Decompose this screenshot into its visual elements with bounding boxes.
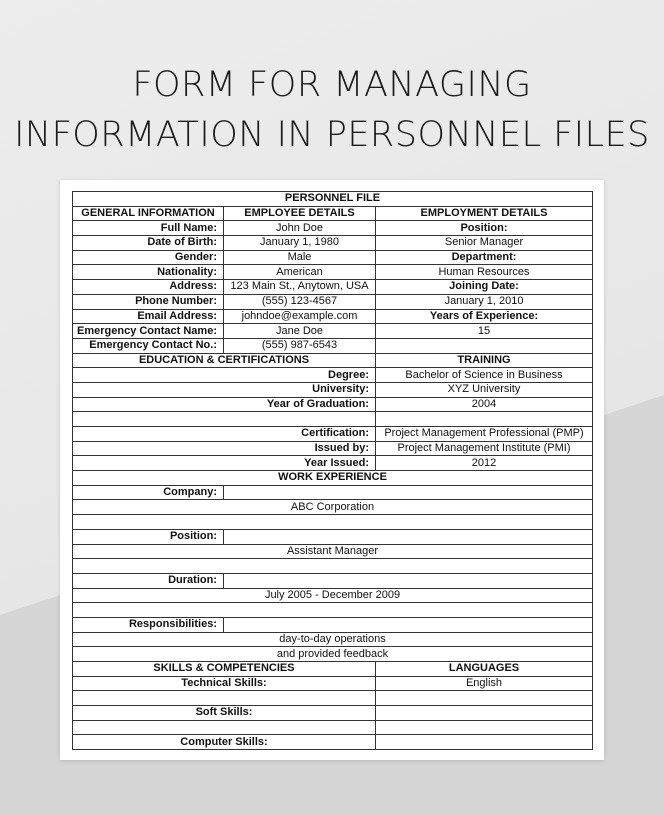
general-field-label: Date of Birth: [73,236,224,251]
general-info-row [73,221,593,236]
education-header: EDUCATION & CERTIFICATIONS [73,353,376,368]
work-field-label: Duration: [73,573,224,588]
employment-detail-cell[interactable] [376,338,593,353]
work-value-row [73,647,593,662]
employee-detail-value[interactable]: Male [224,250,376,265]
work-field-value-2[interactable] [73,603,593,618]
work-field-value[interactable]: Assistant Manager [73,544,593,559]
employee-detail-value[interactable]: January 1, 1980 [224,236,376,251]
employment-detail-cell: Department: [376,250,593,265]
work-field-label: Responsibilities: [73,617,224,632]
work-field-blank[interactable] [224,617,593,632]
education-header-row [73,353,593,368]
language-blank[interactable] [376,691,593,706]
education-field-label: University: [73,382,376,397]
work-header-row [73,471,593,486]
employee-detail-value[interactable]: 123 Main St., Anytown, USA [224,280,376,295]
general-info-row [73,250,593,265]
work-value-row [73,603,593,618]
employment-detail-cell[interactable]: 15 [376,324,593,339]
education-row [73,427,593,442]
work-field-value[interactable]: ABC Corporation [73,500,593,515]
work-field-value[interactable]: day-to-day operations [73,632,593,647]
work-field-value-2[interactable] [73,515,593,530]
employment-detail-cell[interactable]: Senior Manager [376,236,593,251]
page-title [0,60,664,160]
education-field-label: Year Issued: [73,456,376,471]
education-field-label: Certification: [73,427,376,442]
form-header: PERSONNEL FILE [73,192,593,207]
column-header-employment: EMPLOYMENT DETAILS [376,206,593,221]
work-label-row [73,617,593,632]
work-field-label: Company: [73,485,224,500]
skill-field-label: Soft Skills: [73,706,376,721]
skills-header-row [73,662,593,677]
column-header-row [73,206,593,221]
page-title-line-1: FORM FOR MANAGING [132,65,532,105]
work-value-row [73,515,593,530]
education-field-value[interactable]: 2012 [376,456,593,471]
general-info-row [73,265,593,280]
form-header-row [73,192,593,207]
column-header-employee: EMPLOYEE DETAILS [224,206,376,221]
form-body [73,192,593,750]
work-field-value-2[interactable] [73,559,593,574]
general-info-row [73,324,593,339]
work-field-blank[interactable] [224,573,593,588]
general-field-label: Email Address: [73,309,224,324]
language-value[interactable] [376,735,593,750]
employee-detail-value[interactable]: (555) 987-6543 [224,338,376,353]
general-info-row [73,309,593,324]
page-title-line-2: INFORMATION IN PERSONNEL FILES [14,115,650,155]
work-label-row [73,573,593,588]
education-field-value[interactable]: XYZ University [376,382,593,397]
skills-header: SKILLS & COMPETENCIES [73,662,376,677]
employment-detail-cell: Position: [376,221,593,236]
education-row [73,441,593,456]
employee-detail-value[interactable]: Jane Doe [224,324,376,339]
skill-field-label: Computer Skills: [73,735,376,750]
general-field-label: Full Name: [73,221,224,236]
general-field-label: Gender: [73,250,224,265]
skills-row [73,676,593,691]
work-field-value-2[interactable]: and provided feedback [73,647,593,662]
education-field-label: Degree: [73,368,376,383]
education-row [73,397,593,412]
employee-detail-value[interactable]: johndoe@example.com [224,309,376,324]
education-row [73,382,593,397]
work-label-row [73,529,593,544]
personnel-form-table [72,191,593,750]
education-field-label: Issued by: [73,441,376,456]
general-field-label: Emergency Contact Name: [73,324,224,339]
general-field-label: Nationality: [73,265,224,280]
education-row [73,456,593,471]
education-field-value[interactable]: Bachelor of Science in Business [376,368,593,383]
general-field-label: Address: [73,280,224,295]
work-experience-header: WORK EXPERIENCE [73,471,593,486]
form-sheet [60,180,604,760]
education-field-value[interactable]: Project Management Institute (PMI) [376,441,593,456]
education-field-label [73,412,376,427]
skill-field-label: Technical Skills: [73,676,376,691]
work-field-label: Position: [73,529,224,544]
general-field-label: Emergency Contact No.: [73,338,224,353]
education-row [73,412,593,427]
work-value-row [73,632,593,647]
education-field-value[interactable]: Project Management Professional (PMP) [376,427,593,442]
employment-detail-cell[interactable]: January 1, 2010 [376,294,593,309]
employee-detail-value[interactable]: John Doe [224,221,376,236]
language-value[interactable]: English [376,676,593,691]
work-field-blank[interactable] [224,529,593,544]
work-value-row [73,544,593,559]
language-value[interactable] [376,706,593,721]
general-info-row [73,236,593,251]
employee-detail-value[interactable]: American [224,265,376,280]
work-field-blank[interactable] [224,485,593,500]
general-field-label: Phone Number: [73,294,224,309]
work-value-row [73,500,593,515]
work-value-row [73,588,593,603]
languages-header: LANGUAGES [376,662,593,677]
education-field-value[interactable] [376,412,593,427]
training-header: TRAINING [376,353,593,368]
education-field-label: Year of Graduation: [73,397,376,412]
skills-blank-row [73,691,593,706]
skill-field-blank[interactable] [73,691,376,706]
skills-blank-row [73,720,593,735]
column-header-general: GENERAL INFORMATION [73,206,224,221]
work-label-row [73,485,593,500]
employment-detail-cell: Joining Date: [376,280,593,295]
skills-row [73,735,593,750]
employment-detail-cell: Years of Experience: [376,309,593,324]
skill-field-blank[interactable] [73,720,376,735]
work-field-value[interactable]: July 2005 - December 2009 [73,588,593,603]
general-info-row [73,280,593,295]
general-info-row [73,338,593,353]
education-field-value[interactable]: 2004 [376,397,593,412]
employee-detail-value[interactable]: (555) 123-4567 [224,294,376,309]
education-row [73,368,593,383]
work-value-row [73,559,593,574]
skills-row [73,706,593,721]
employment-detail-cell[interactable]: Human Resources [376,265,593,280]
general-info-row [73,294,593,309]
language-blank[interactable] [376,720,593,735]
